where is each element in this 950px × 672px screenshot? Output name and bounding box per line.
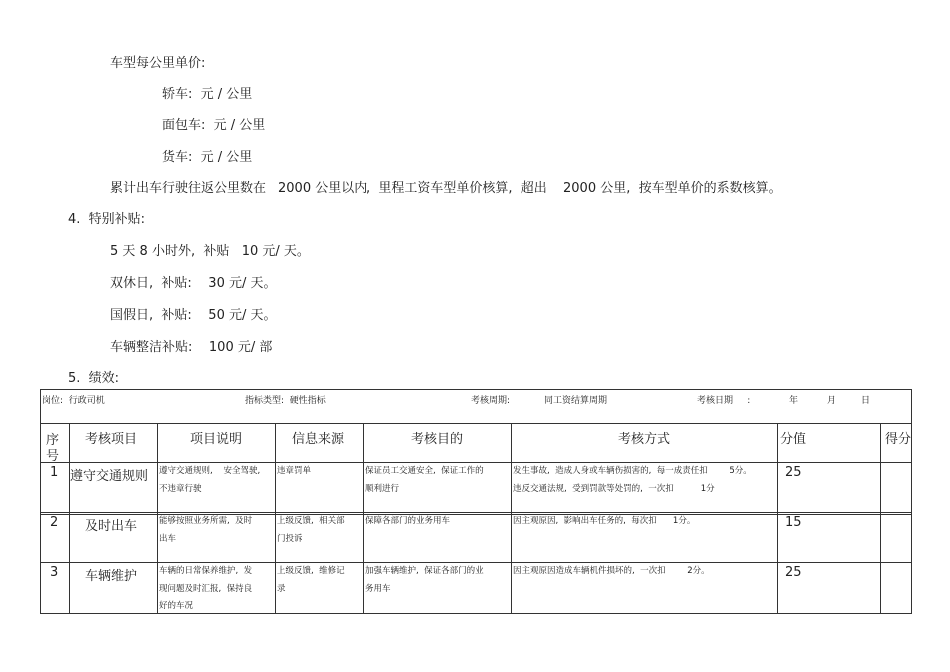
col-header-source: 信息来源 <box>292 432 345 447</box>
period-label: 考核周期: <box>471 396 511 406</box>
row-3-source: 录 <box>277 584 286 594</box>
indicator-type-label: 指标类型: 硬性指标 <box>245 396 326 406</box>
allowance-weekend: 双休日, 补贴: 30 元/ 天。 <box>110 276 277 291</box>
allowance-overtime: 5 天 8 小时外, 补贴 10 元/ 天。 <box>110 244 310 259</box>
row-1-method: 发生事故, 造成人身或车辆伤损害的, 每一成责任扣 5分。 <box>513 466 752 476</box>
allowance-holiday: 国假日, 补贴: 50 元/ 天。 <box>110 308 277 323</box>
date-year: 年 <box>789 396 799 406</box>
mileage-rule-part3: 2000 公里, 按车型单价的系数核算。 <box>563 181 782 196</box>
grid-vline <box>275 424 276 613</box>
date-month: 月 <box>827 396 837 406</box>
row-2-desc: 能够按照业务所需, 及时 <box>159 516 253 526</box>
allowance-cleaning: 车辆整洁补贴: 100 元/ 部 <box>110 340 273 355</box>
period-value: 同工资结算周期 <box>544 396 608 406</box>
row-2-desc: 出车 <box>159 534 177 544</box>
date-label: 考核日期 : <box>697 396 751 406</box>
row-3-desc: 现问题及时汇报, 保持良 <box>159 584 253 594</box>
col-header-seq-2: 号 <box>46 449 60 464</box>
row-1-desc: 不违章行驶 <box>159 484 202 494</box>
row-1-desc: 遵守交通规则, 安全驾驶, <box>159 466 261 476</box>
row-3-purpose: 务用车 <box>365 584 391 594</box>
mileage-limit: 2000 公里以内 <box>278 181 368 196</box>
row-2-source: 门投诉 <box>277 534 303 544</box>
row-2-score: 15 <box>785 515 802 530</box>
position-label: 岗位: 行政司机 <box>42 396 105 406</box>
row-1-score: 25 <box>785 465 802 480</box>
table-header-info <box>41 390 911 424</box>
mileage-rule-part2: , 里程工资车型单价核算, 超出 <box>366 181 547 196</box>
section-5-title: 5. 绩效: <box>68 371 120 386</box>
row-3-score: 25 <box>785 565 802 580</box>
row-1-purpose: 保证员工交通安全, 保证工作的 <box>365 466 484 476</box>
rate-sedan: 轿车: 元 / 公里 <box>162 87 253 102</box>
row-3-desc: 车辆的日常保养维护, 发 <box>159 566 253 576</box>
row-2-purpose: 保障各部门的业务用车 <box>365 516 451 526</box>
col-header-score: 分值 <box>780 432 807 447</box>
col-header-desc: 项目说明 <box>190 432 243 447</box>
col-header-item: 考核项目 <box>85 432 138 447</box>
row-3-method: 因主观原因造成车辆机件损坏的, 一次扣 2分。 <box>513 566 710 576</box>
row-2-item: 及时出车 <box>85 519 138 534</box>
col-header-purpose: 考核目的 <box>411 432 464 447</box>
col-header-method: 考核方式 <box>618 432 671 447</box>
row-3-desc: 好的车况 <box>159 601 194 611</box>
col-header-got: 得分 <box>885 432 912 447</box>
grid-vline <box>880 424 881 613</box>
rate-van: 面包车: 元 / 公里 <box>162 118 266 133</box>
mileage-rule-part1: 累计出车行驶往返公里数在 <box>110 181 267 196</box>
rate-truck: 货车: 元 / 公里 <box>162 150 253 165</box>
row-1-purpose: 顺利进行 <box>365 484 400 494</box>
grid-vline <box>511 424 512 613</box>
grid-vline <box>363 424 364 613</box>
row-3-no: 3 <box>50 565 59 580</box>
date-day: 日 <box>861 396 871 406</box>
col-header-seq: 序 <box>46 433 60 448</box>
row-1-source: 违章罚单 <box>277 466 312 476</box>
row-3-source: 上级反馈, 维修记 <box>277 566 345 576</box>
performance-table <box>40 389 912 614</box>
row-2-source: 上级反馈, 相关部 <box>277 516 345 526</box>
row-1-item: 遵守交通规则 <box>70 469 149 484</box>
row-3-item: 车辆维护 <box>85 569 138 584</box>
grid-vline <box>157 424 158 613</box>
rate-title: 车型每公里单价: <box>110 56 206 71</box>
row-2-no: 2 <box>50 515 59 530</box>
grid-vline <box>69 424 70 613</box>
grid-vline <box>777 424 778 613</box>
section-4-title: 4. 特别补贴: <box>68 212 146 227</box>
row-1-no: 1 <box>50 465 59 480</box>
row-3-purpose: 加强车辆维护, 保证各部门的业 <box>365 566 484 576</box>
row-1-method: 违反交通法规, 受到罚款等处罚的, 一次扣 1分 <box>513 484 715 494</box>
row-2-method: 因主观原因, 影响出车任务的, 每次扣 1分。 <box>513 516 696 526</box>
